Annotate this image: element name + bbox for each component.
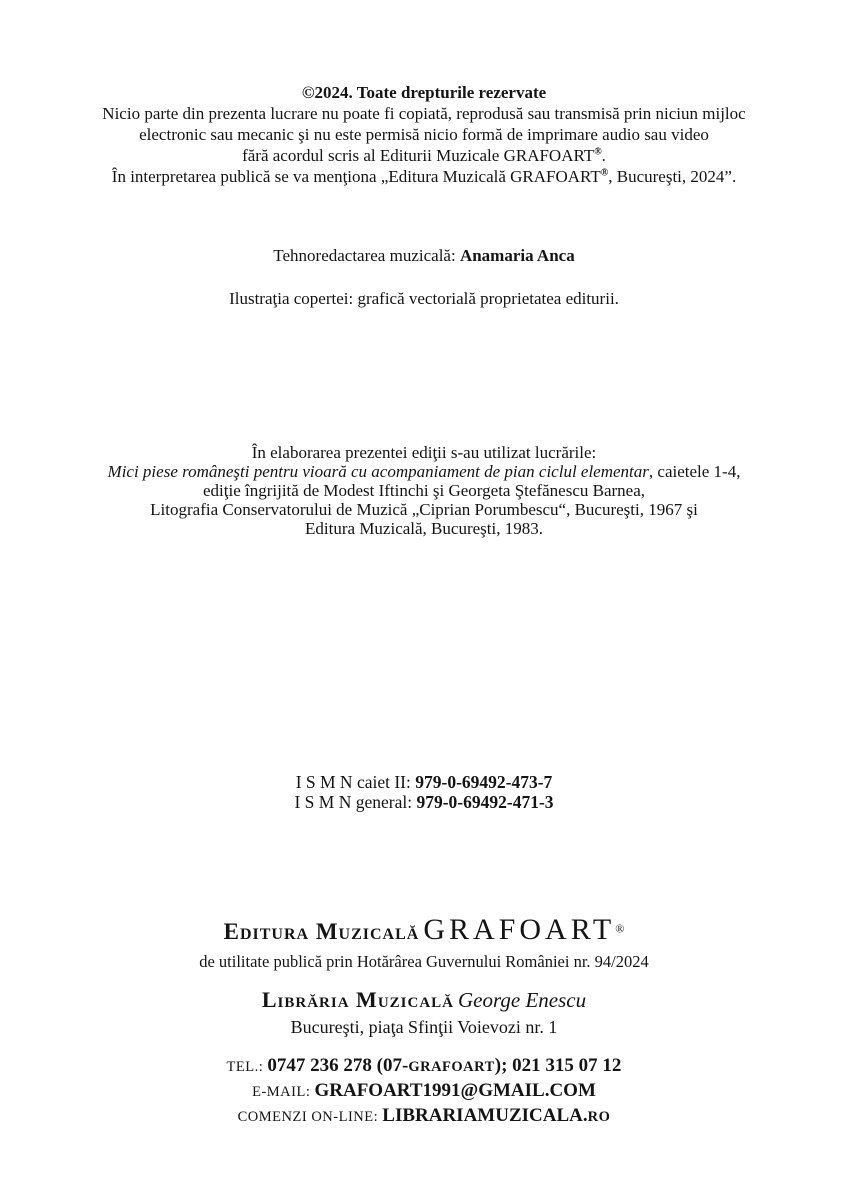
typesetting-label: Tehnoredactarea muzicală: bbox=[273, 246, 460, 265]
orders-value: LIBRARIAMUZICALA. bbox=[382, 1105, 588, 1126]
registered-trademark-symbol: ® bbox=[615, 921, 625, 936]
publisher-block bbox=[0, 914, 848, 973]
publisher-subtitle: de utilitate publică prin Hotărârea Guvernului României nr. 94/2024 bbox=[199, 952, 649, 971]
contact-orders-line bbox=[0, 1104, 848, 1129]
publisher-name: Editura Muzicală bbox=[223, 919, 420, 944]
ismn-caiet-line bbox=[0, 772, 848, 792]
contact-email-line bbox=[0, 1079, 848, 1104]
cover-credit bbox=[0, 288, 848, 309]
work-title-rest: , caietele 1-4, bbox=[648, 462, 741, 481]
typesetting-credit bbox=[0, 245, 848, 266]
copyright-line-3-period: . bbox=[601, 146, 606, 165]
contact-block bbox=[0, 1054, 848, 1129]
phone-value-grafoart: GRAFOART bbox=[408, 1059, 495, 1075]
bookshop-name: Librăria Muzicală bbox=[261, 987, 455, 1012]
copyright-line-3-text: fără acordul scris al Editurii Muzicale GRAFOART bbox=[242, 146, 595, 165]
phone-value: 0747 236 278 (07- bbox=[267, 1055, 409, 1076]
publisher-title bbox=[0, 914, 848, 951]
registered-trademark-symbol: ® bbox=[594, 146, 602, 158]
copyright-title: ©2024. Toate drepturile rezervate bbox=[301, 83, 547, 102]
bookshop-title bbox=[0, 987, 848, 1016]
registered-trademark-symbol: ® bbox=[600, 167, 609, 179]
copyright-line-1: Nicio parte din prezenta lucrare nu poate fi copiată, reprodusă sau transmisă prin niciun mijloc bbox=[102, 104, 746, 123]
copyright-line-3 bbox=[0, 145, 848, 166]
bookshop-block bbox=[0, 987, 848, 1038]
ismn-general-value: 979-0-69492-471-3 bbox=[416, 792, 554, 812]
typesetting-name: Anamaria Anca bbox=[459, 246, 575, 265]
copyright-line-4-tail: , Bucureşti, 2024”. bbox=[608, 167, 737, 186]
sources-line-2: ediţie îngrijită de Modest Iftinchi şi Georgeta Ştefănescu Barnea, bbox=[202, 481, 646, 500]
ismn-general-line bbox=[0, 792, 848, 812]
email-label: E-MAIL: bbox=[252, 1084, 315, 1100]
publisher-brand: GRAFOART bbox=[423, 913, 616, 946]
ismn-caiet-value: 979-0-69492-473-7 bbox=[415, 772, 553, 792]
bookshop-name-enescu: George Enescu bbox=[458, 988, 587, 1012]
ismn-block bbox=[0, 772, 848, 812]
contact-phone-line bbox=[0, 1054, 848, 1079]
copyright-line-4-text: În interpretarea publică se va menţiona „Editura Muzicală GRAFOART bbox=[111, 167, 601, 186]
phone-label: TEL.: bbox=[226, 1059, 268, 1075]
sources-work-title bbox=[0, 462, 848, 481]
copyright-block bbox=[0, 82, 848, 187]
cover-credit-text: Ilustraţia copertei: grafică vectorială proprietatea editurii. bbox=[229, 289, 619, 308]
copyright-line-2: electronic sau mecanic şi nu este permisă nicio formă de imprimare audio sau video bbox=[139, 125, 709, 144]
sources-line-4: Editura Muzicală, Bucureşti, 1983. bbox=[305, 519, 543, 538]
phone-value-tail: ); 021 315 07 12 bbox=[494, 1055, 622, 1076]
orders-value-tld: RO bbox=[587, 1109, 611, 1125]
orders-label: COMENZI ON-LINE: bbox=[237, 1109, 383, 1125]
sources-block bbox=[0, 443, 848, 538]
sources-intro: În elaborarea prezentei ediţii s-au utilizat lucrările: bbox=[251, 443, 597, 462]
copyright-line-4 bbox=[0, 166, 848, 187]
bookshop-address: Bucureşti, piaţa Sfinţii Voievozi nr. 1 bbox=[290, 1017, 558, 1037]
sources-line-3: Litografia Conservatorului de Muzică „Ciprian Porumbescu“, Bucureşti, 1967 şi bbox=[150, 500, 698, 519]
ismn-general-label: I S M N general: bbox=[294, 792, 417, 812]
ismn-caiet-label: I S M N caiet II: bbox=[295, 772, 416, 792]
email-value: GRAFOART1991@GMAIL.COM bbox=[314, 1080, 596, 1101]
work-title-italic: Mici piese româneşti pentru vioară cu acompaniament de pian ciclul elementar bbox=[107, 462, 649, 481]
